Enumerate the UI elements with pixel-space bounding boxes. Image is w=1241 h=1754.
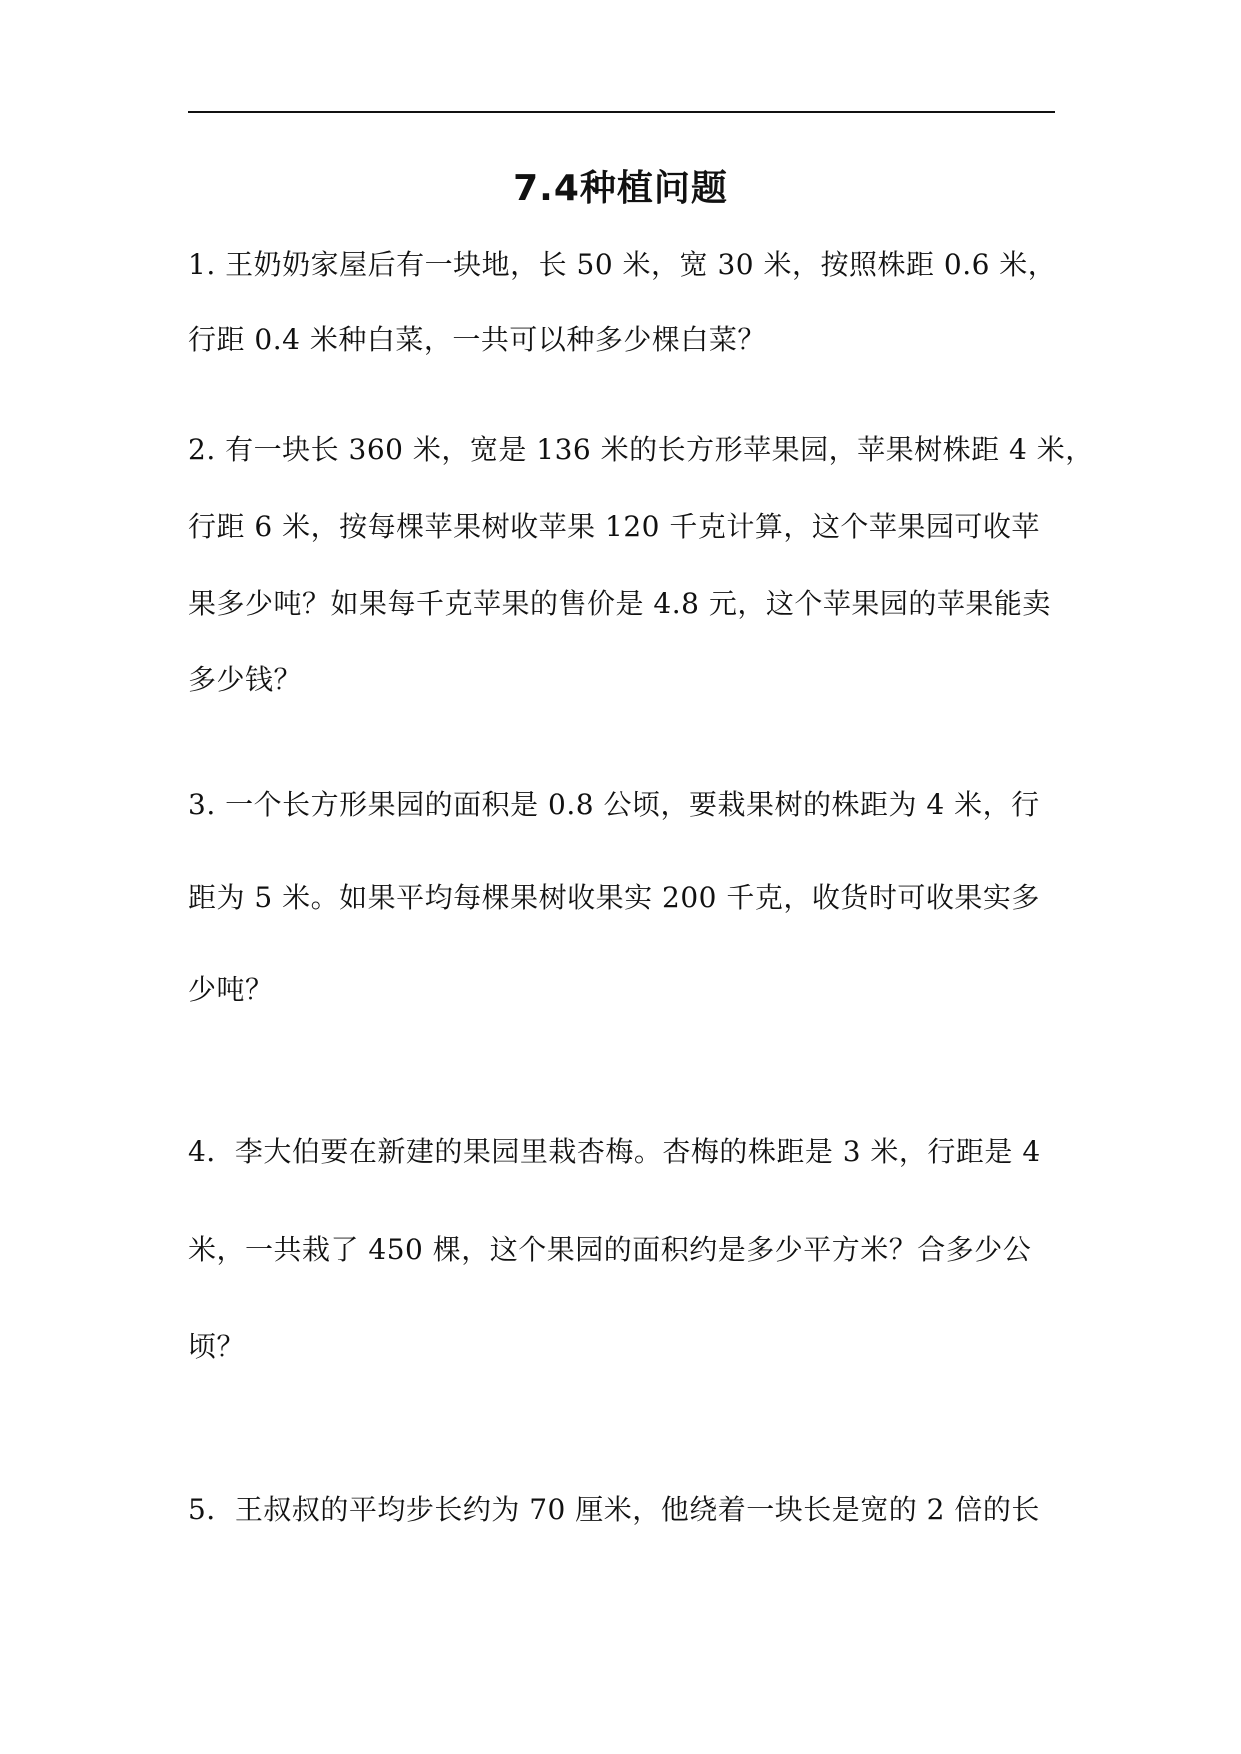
header-rule (188, 111, 1055, 113)
problem-5-line-1: 5．王叔叔的平均步长约为 70 厘米，他绕着一块长是宽的 2 倍的长 (188, 1493, 1040, 1526)
problem-2-line-2: 行距 6 米，按每棵苹果树收苹果 120 千克计算，这个苹果园可收苹 (188, 510, 1040, 543)
problem-2-line-4: 多少钱？ (188, 663, 303, 696)
problem-1-line-1: 1. 王奶奶家屋后有一块地，长 50 米，宽 30 米，按照株距 0.6 米， (188, 248, 1057, 281)
problem-4-line-1: 4．李大伯要在新建的果园里栽杏梅。杏梅的株距是 3 米，行距是 4 (188, 1135, 1041, 1168)
problem-4-line-2: 米，一共栽了 450 棵，这个果园的面积约是多少平方米？合多少公 (188, 1233, 1032, 1266)
page-title: 7.4种植问题 (513, 168, 728, 209)
problem-1-line-2: 行距 0.4 米种白菜，一共可以种多少棵白菜？ (188, 323, 766, 356)
problem-2-line-1: 2. 有一块长 360 米，宽是 136 米的长方形苹果园，苹果树株距 4 米， (188, 433, 1094, 466)
problem-3-line-2: 距为 5 米。如果平均每棵果树收果实 200 千克，收货时可收果实多 (188, 881, 1040, 914)
problem-4-line-3: 顷？ (188, 1330, 246, 1363)
problem-3-line-3: 少吨？ (188, 973, 274, 1006)
problem-2-line-3: 果多少吨？如果每千克苹果的售价是 4.8 元，这个苹果园的苹果能卖 (188, 587, 1051, 620)
problem-3-line-1: 3. 一个长方形果园的面积是 0.8 公顷，要栽果树的株距为 4 米，行 (188, 788, 1040, 821)
